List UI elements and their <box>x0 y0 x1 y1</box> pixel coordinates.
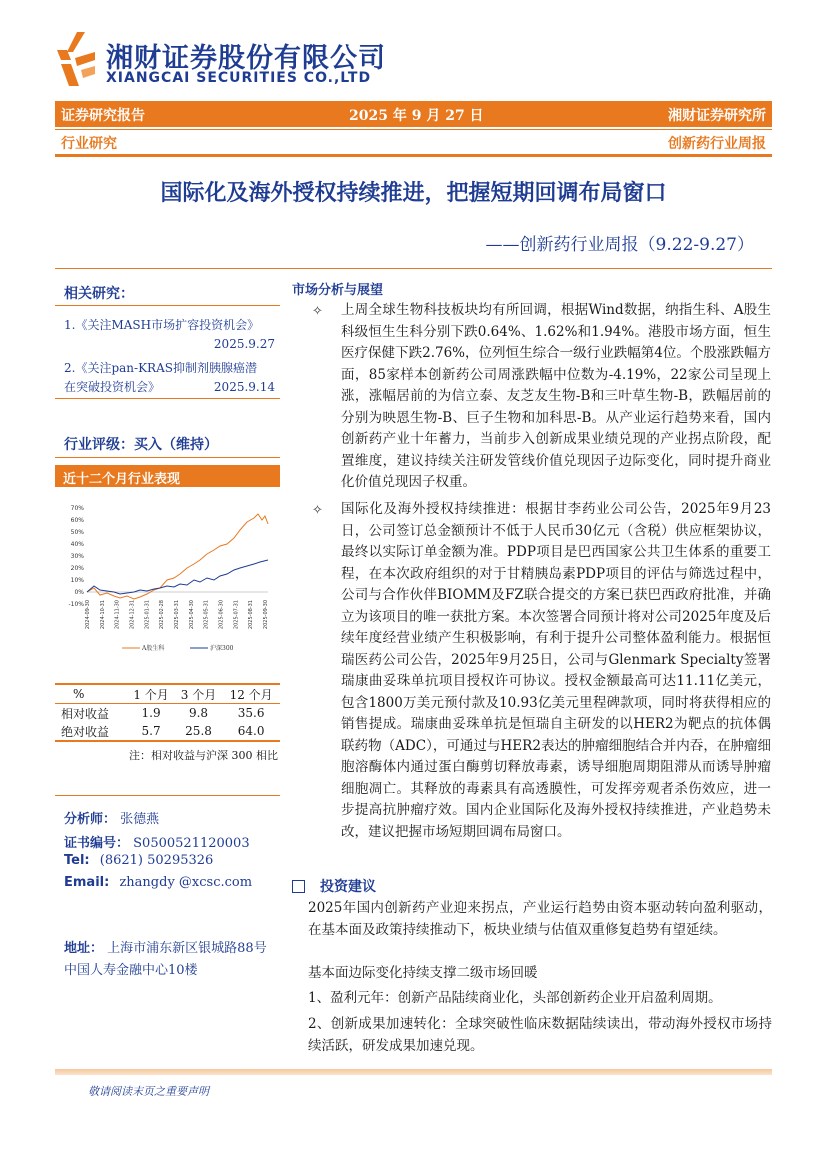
x-tick: 2025-02-28 <box>159 600 166 630</box>
legend-label: A股生科 <box>142 645 165 652</box>
table-row <box>55 722 280 741</box>
paragraph-licensing: 国际化及海外授权持续推进：根据甘李药业公司公告，2025年9月23日，公司签订总金额预计不低于人民币30亿元（含税）供应框架协议，最终以实际订单金额为准。PDP项目是巴西国家公共卫生体系的重要工程，在本次政府组织的对于甘精胰岛素PDP项目的评估与筛选过程中，公司与合作伙伴BIOMM及FZ联合提交的方案已获巴西政府批准，并确立为该项目的唯一获批方案。本次签署合同预计将对公司2025年度及后续年度经营业绩产生积极影响，有利于提升公司整体盈利能力。根据恒瑞医药公司公告，2025年9月25日，公司与Glenmark Specialty签署瑞康曲妥珠单抗项目授权许可协议。授权金额最高可达11.11亿美元，包含1800万美元预付款及10.93亿美元里程碑款项，同时将获得相应的销售提成。瑞康曲妥珠单抗是恒瑞自主研发的以HER2为靶点的抗体偶联药物（ADC），可通过与HER2表达的肿瘤细胞结合并内吞，在肿瘤细胞溶酶体内通过蛋白酶剪切释放毒素，诱导细胞周期阻滞从而诱导肿瘤细胞凋亡。其释放的毒素具有高透膜性，可发挥旁观者杀伤效应，进一步提高抗肿瘤疗效。国内企业国际化及海外授权持续推进，产业趋势未改，建议把握市场短期回调布局窗口。 <box>341 501 771 840</box>
industry-rating: 行业评级：买入（维持） <box>64 437 218 453</box>
x-tick: 2025-04-30 <box>188 600 195 630</box>
related-date-1: 2025.9.27 <box>213 337 275 351</box>
table-header: % <box>55 684 127 704</box>
email-address[interactable]: zhangdy @xcsc.com <box>119 875 253 890</box>
bullet-icon: ✧ <box>312 503 323 518</box>
paragraph-subhead: 基本面边际变化持续支撑二级市场回暖 <box>308 965 538 981</box>
y-tick: 10% <box>70 577 84 584</box>
checkbox-icon <box>292 880 305 893</box>
table-cell: 35.6 <box>237 706 265 720</box>
table-cell: 25.8 <box>175 722 222 741</box>
y-tick: 40% <box>70 541 84 548</box>
related-link-2-cont[interactable]: 在突破投资机会》 <box>64 380 161 394</box>
email-row <box>64 875 252 890</box>
report-series: 创新药行业周报 <box>668 136 766 152</box>
list-item: 1、盈利元年：创新产品陆续商业化，头部创新药企业开启盈利周期。 <box>308 990 722 1006</box>
y-tick: 30% <box>70 553 84 560</box>
divider <box>55 305 280 306</box>
divider <box>55 795 280 796</box>
table-row <box>55 704 280 723</box>
page-title: 国际化及海外授权持续推进，把握短期回调布局窗口 <box>160 181 667 206</box>
x-tick: 2025-06-30 <box>218 600 225 630</box>
invest-section-title: 投资建议 <box>320 879 376 895</box>
x-tick: 2024-11-30 <box>114 600 121 630</box>
report-date: 2025 年 9 月 27 日 <box>349 108 484 124</box>
market-section-title: 市场分析与展望 <box>292 283 384 298</box>
y-tick: 20% <box>70 565 84 572</box>
address-line-2: 中国人寿金融中心10楼 <box>64 963 198 978</box>
x-tick: 2025-09-30 <box>263 600 269 630</box>
related-date-2: 2025.9.14 <box>213 380 275 394</box>
performance-title: 近十二个月行业表现 <box>63 472 181 487</box>
report-type: 证券研究报告 <box>61 108 145 124</box>
table-cell: 9.8 <box>188 706 209 720</box>
x-tick: 2025-08-31 <box>248 600 255 630</box>
tel-label: Tel: <box>64 853 90 868</box>
x-tick: 2025-07-31 <box>233 600 240 630</box>
table-cell: 64.0 <box>222 722 280 741</box>
x-tick: 2025-05-31 <box>203 600 210 630</box>
address-block <box>64 938 284 982</box>
performance-chart <box>62 500 280 660</box>
divider <box>55 129 772 130</box>
cert-label: 证书编号： <box>64 836 130 851</box>
x-tick: 2025-01-31 <box>144 600 151 630</box>
divider <box>55 268 772 269</box>
performance-header <box>55 465 280 487</box>
y-tick: 50% <box>70 529 84 536</box>
report-category: 行业研究 <box>61 136 117 152</box>
tel-row <box>64 853 213 868</box>
y-tick: 60% <box>70 517 84 524</box>
table-cell: 5.7 <box>127 722 174 741</box>
paragraph-invest: 2025年国内创新药产业迎来拐点，产业运行趋势由资本驱动转向盈利驱动，在基本面及政策持续推动下，板块业绩与估值双重修复趋势有望延续。 <box>308 900 772 938</box>
y-tick: -10% <box>68 601 84 608</box>
divider <box>55 398 280 399</box>
divider <box>55 154 772 157</box>
related-research-title: 相关研究： <box>64 286 134 302</box>
analyst-name: 张德燕 <box>120 812 160 827</box>
table-note: 注：相对收益与沪深 300 相比 <box>129 749 278 762</box>
company-name-cn: 湘财证券股份有限公司 <box>106 43 386 74</box>
divider <box>55 457 280 458</box>
cert-number: S0500521120003 <box>133 836 250 851</box>
page-subtitle: ——创新药行业周报（9.22-9.27） <box>485 235 754 255</box>
performance-table <box>55 683 280 742</box>
company-logo-icon <box>55 30 97 88</box>
y-tick: 70% <box>70 505 84 512</box>
table-cell: 绝对收益 <box>55 722 127 741</box>
x-tick: 2024-09-30 <box>85 600 91 630</box>
company-name-en: XIANGCAI SECURITIES CO.,LTD <box>106 70 372 86</box>
table-header: 1 个月 <box>127 684 174 704</box>
table-header: 12 个月 <box>222 684 280 704</box>
table-cell: 相对收益 <box>61 706 110 721</box>
legend-label: 沪深300 <box>210 645 234 652</box>
x-tick: 2024-10-31 <box>99 600 106 630</box>
footer-disclaimer[interactable]: 敬请阅读末页之重要声明 <box>88 1085 209 1098</box>
y-tick: 0% <box>74 589 84 596</box>
paragraph-market: 上周全球生物科技板块均有所回调，根据Wind数据，纳指生科、A股生科级恒生生科分别下跌0.64%、1.62%和1.94%。港股市场方面，恒生医疗保健下跌2.76%，位列恒生综合一级行业跌幅第4位。个股涨跌幅方面，85家样本创新药公司周涨跌幅中位数为-4.19%，22家公司呈现上涨，涨幅居前的为信立泰、友芝友生物-B和三叶草生物-B，跌幅居前的分别为映恩生物-B、巨子生物和加科思-B。从产业运行趋势来看，国内创新药产业十年蓄力，当前步入创新成果业绩兑现的产业拐点阶段，配置维度，建议持续关注研发管线价值兑现因子边际变化，同时提升商业化价值兑现因子权重。 <box>341 302 771 490</box>
analyst-label: 分析师： <box>64 812 117 827</box>
email-label: Email: <box>64 875 110 890</box>
bullet-icon: ✧ <box>312 304 323 319</box>
series-line-csi300 <box>87 560 268 594</box>
related-link-2[interactable]: 2.《关注pan-KRAS抑制剂胰腺癌潜 <box>64 361 257 375</box>
footer-bar <box>55 1069 772 1075</box>
list-item: 2、创新成果加速转化：全球突破性临床数据陆续读出，带动海外授权市场持续活跃，研发成果加速兑现。 <box>308 1016 772 1054</box>
address-label: 地址： <box>64 941 104 956</box>
x-tick: 2025-03-31 <box>174 600 180 630</box>
cert-row <box>64 832 250 851</box>
institute-name: 湘财证券研究所 <box>668 108 766 124</box>
series-line-a-share-bio <box>87 514 268 599</box>
related-link-1[interactable]: 1.《关注MASH市场扩容投资机会》 <box>64 318 260 332</box>
table-header: 3 个月 <box>175 684 222 704</box>
tel-number: (8621) 50295326 <box>99 853 214 868</box>
table-header-row <box>55 684 280 704</box>
header-bar <box>55 101 772 127</box>
table-cell: 1.9 <box>141 706 161 720</box>
x-tick: 2024-12-31 <box>129 600 136 630</box>
analyst-row <box>64 808 159 827</box>
address-line-1: 上海市浦东新区银城路88号 <box>107 941 267 956</box>
